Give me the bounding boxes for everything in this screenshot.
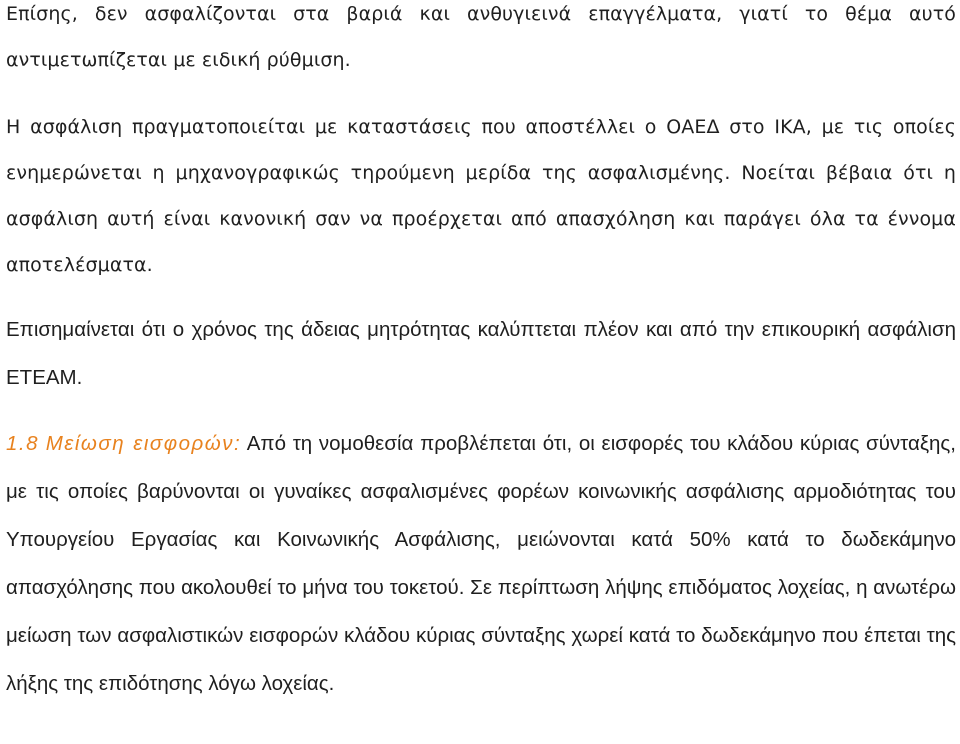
section-number: 1.8 [6,432,39,455]
paragraph-auxiliary-insurance: Επισημαίνεται ότι ο χρόνος της άδειας μητρότητας καλύπτεται πλέον και από την επικουρική ασφάλιση ΕΤΕΑΜ. [6,318,956,389]
section-contribution-reduction [6,420,956,708]
document-page [6,0,956,708]
section-body: Από τη νομοθεσία προβλέπεται ότι, οι εισφορές του κλάδου κύριας σύνταξης, με τις οποίες βαρύνονται οι γυναίκες ασφαλισμένες φορέων κοινωνικής ασφάλισης αρμοδιότητας του Υπουργείου Εργασίας και Κοινωνικής Ασφάλισης, μειώνονται κατά 50% κατά το δωδεκάμηνο απασχόλησης που ακολουθεί το μήνα του τοκετού. Σε περίπτωση λήψης επιδόματος λοχείας, η ανωτέρω μείωση των ασφαλιστικών εισφορών κλάδου κύριας σύνταξης χωρεί κατά το δωδεκάμηνο που έπεται της λήξης της επιδότησης λόγω λοχείας. [6,432,956,695]
paragraph-insurance-process: Η ασφάλιση πραγματοποιείται με καταστάσεις που αποστέλλει ο ΟΑΕΔ στο ΙΚΑ, με τις οποίες ενημερώνεται η μηχανογραφικώς τηρούμενη μερίδα της ασφαλισμένης. Νοείται βέβαια ότι η ασφάλιση αυτή είναι κανονική σαν να προέρχεται από απασχόληση και παράγει όλα τα έννομα αποτελέσματα. [6,116,956,276]
paragraph-heavy-occupations: Επίσης, δεν ασφαλίζονται στα βαριά και ανθυγιεινά επαγγέλματα, γιατί το θέμα αυτό αντιμετωπίζεται με ειδική ρύθμιση. [6,3,956,71]
section-title: Μείωση εισφορών: [45,432,242,455]
